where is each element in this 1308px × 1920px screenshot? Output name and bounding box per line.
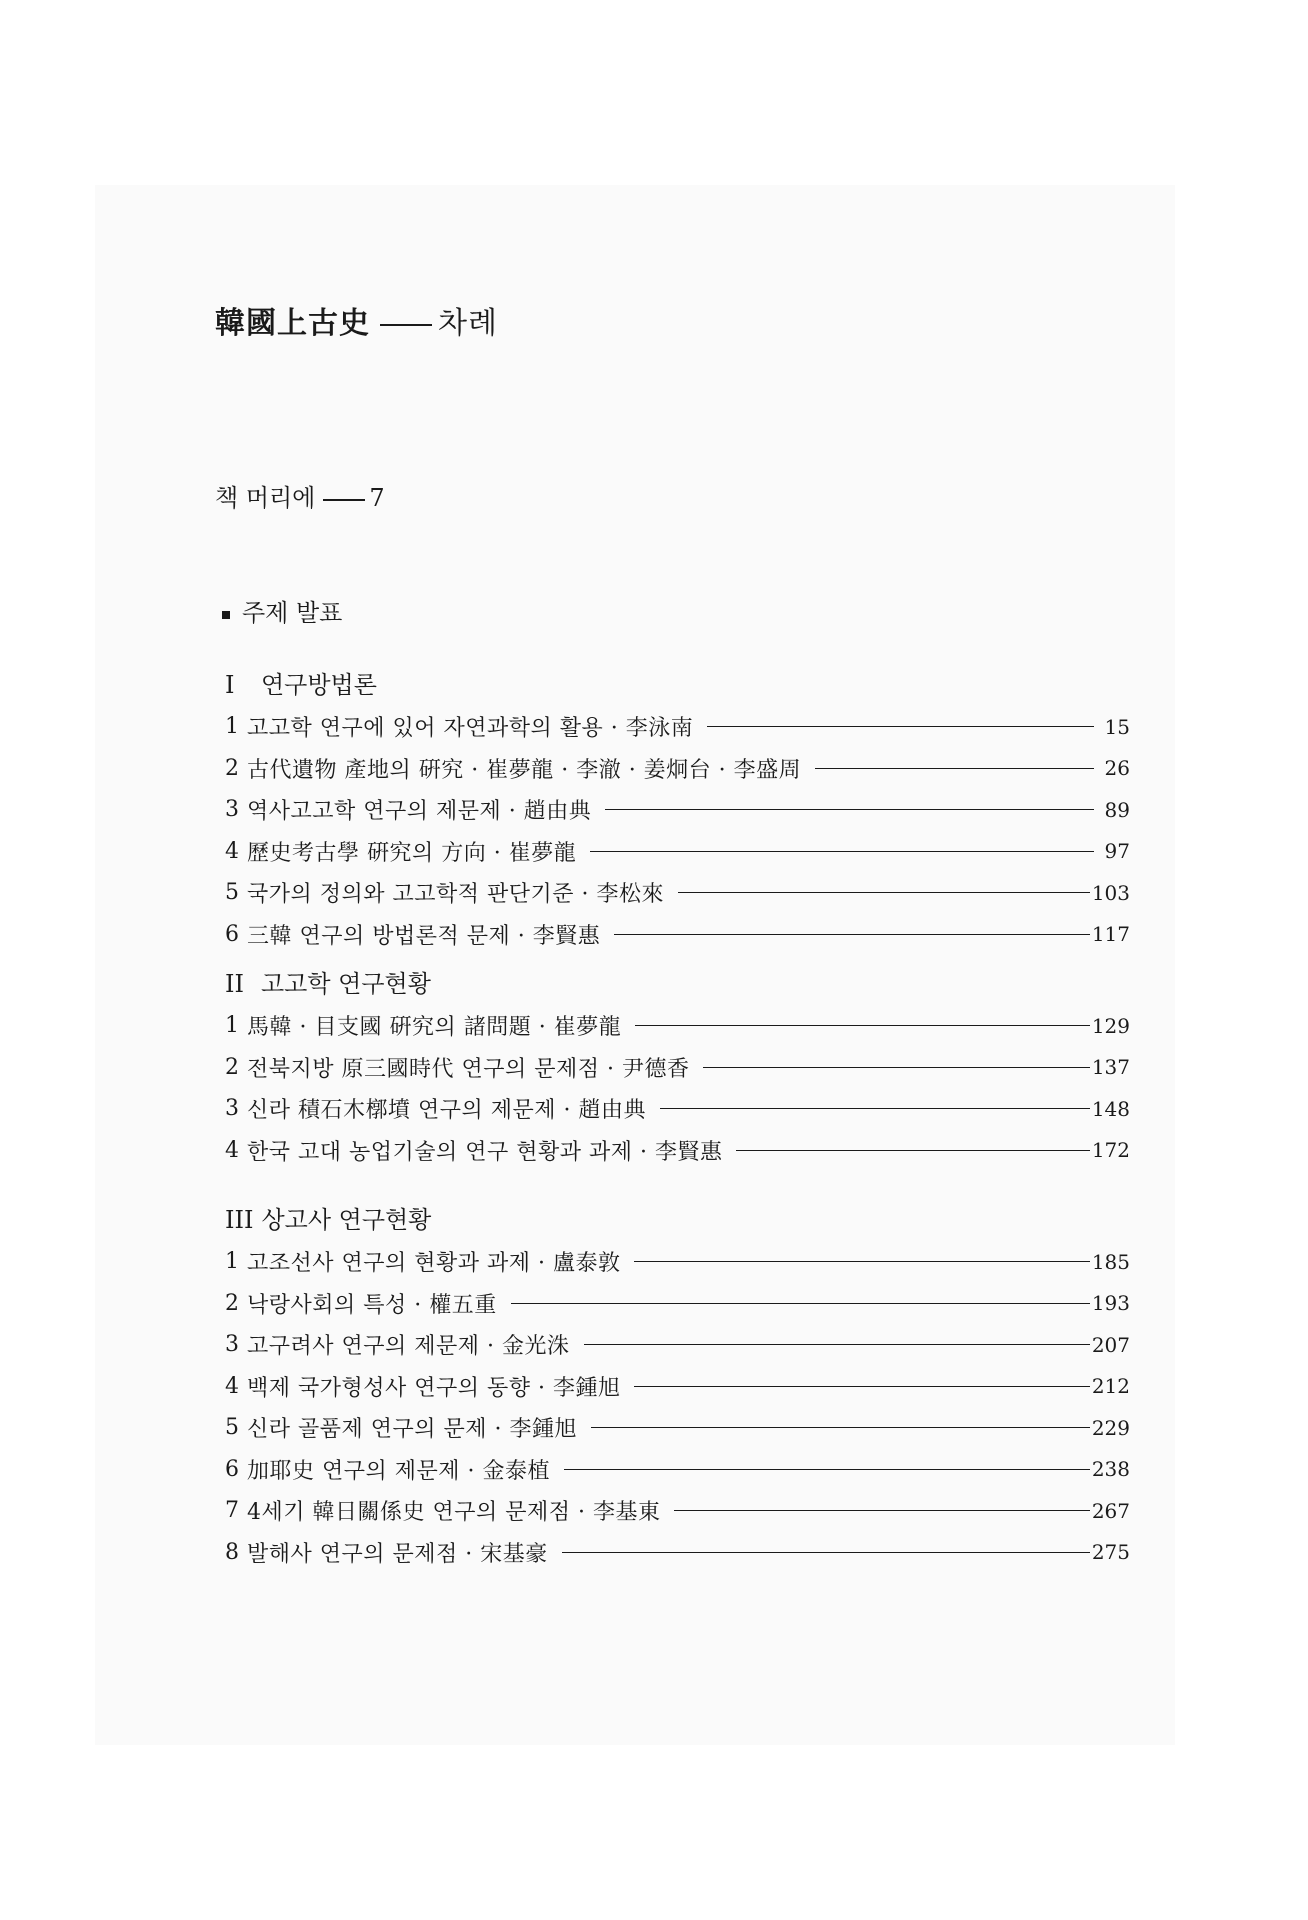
entry-number: 2 (225, 755, 239, 781)
entry-number: 5 (225, 1415, 239, 1441)
toc-part (225, 664, 1130, 955)
entry-number: 5 (225, 880, 239, 906)
toc-entry[interactable] (225, 1490, 1130, 1532)
entry-number: 2 (225, 1054, 239, 1080)
entry-number: 6 (225, 1456, 239, 1482)
leader-line (815, 768, 1094, 769)
toc-entry[interactable] (225, 831, 1130, 873)
entry-number: 6 (225, 921, 239, 947)
entry-title: 고고학 연구에 있어 자연과학의 활용 · 李泳南 (247, 716, 694, 742)
entry-number: 7 (225, 1498, 239, 1524)
entry-number: 1 (225, 1249, 239, 1275)
preface-entry[interactable] (215, 478, 385, 513)
leader-line (584, 1344, 1090, 1345)
entry-title: 4세기 韓日關係史 연구의 문제점 · 李基東 (247, 1500, 661, 1526)
leader-line (634, 1386, 1089, 1387)
part-heading (225, 963, 1130, 1005)
preface-page: 7 (369, 484, 385, 512)
entry-page-number: 15 (1104, 714, 1130, 739)
toc-entry[interactable] (225, 748, 1130, 790)
entry-title: 역사고고학 연구의 제문제 · 趙由典 (247, 799, 592, 825)
entry-number: 3 (225, 1332, 239, 1358)
entry-title: 歷史考古學 硏究의 方向 · 崔夢龍 (247, 840, 577, 866)
entry-number: 1 (225, 714, 239, 740)
contents-label: 차례 (438, 306, 498, 341)
part-numeral: II (225, 970, 244, 998)
toc-entry[interactable] (225, 1366, 1130, 1408)
leader-line (564, 1469, 1090, 1470)
leader-line (635, 1025, 1090, 1026)
entry-page-number: 97 (1104, 839, 1130, 864)
toc-part (225, 1199, 1130, 1573)
part-title: 상고사 연구현황 (261, 1206, 432, 1234)
preface-dash (323, 499, 365, 501)
toc-entry[interactable] (225, 1005, 1130, 1047)
entry-page-number: 89 (1104, 797, 1130, 822)
entry-page-number: 207 (1091, 1332, 1130, 1357)
toc-entry[interactable] (225, 706, 1130, 748)
entry-title: 加耶史 연구의 제문제 · 金泰植 (247, 1458, 550, 1484)
toc-entry[interactable] (225, 1449, 1130, 1491)
entry-page-number: 275 (1091, 1540, 1130, 1565)
leader-line (736, 1150, 1089, 1151)
leader-line (674, 1510, 1089, 1511)
entry-title: 古代遺物 產地의 硏究 · 崔夢龍 · 李澈 · 姜炯台 · 李盛周 (247, 757, 802, 783)
entry-number: 8 (225, 1539, 239, 1565)
toc-entry[interactable] (225, 789, 1130, 831)
page-title (215, 298, 498, 342)
leader-line (634, 1261, 1089, 1262)
leader-line (660, 1108, 1090, 1109)
toc-entry[interactable] (225, 1324, 1130, 1366)
section-label: 주제 발표 (242, 599, 343, 627)
toc-entry[interactable] (225, 1130, 1130, 1172)
toc-entry[interactable] (225, 872, 1130, 914)
book-title-text: 韓國上古史 (215, 306, 370, 341)
part-numeral: I (225, 671, 235, 699)
toc-entry[interactable] (225, 1532, 1130, 1574)
entry-page-number: 26 (1104, 756, 1130, 781)
entry-title: 한국 고대 농업기술의 연구 현황과 과제 · 李賢惠 (247, 1139, 723, 1165)
entry-number: 4 (225, 1137, 239, 1163)
toc-entry[interactable] (225, 1407, 1130, 1449)
entry-title: 신라 積石木槨墳 연구의 제문제 · 趙由典 (247, 1098, 646, 1124)
title-dash (380, 324, 432, 326)
entry-title: 발해사 연구의 문제점 · 宋基豪 (247, 1541, 548, 1567)
entry-page-number: 172 (1091, 1138, 1130, 1163)
preface-label: 책 머리에 (215, 484, 316, 512)
toc-part (225, 963, 1130, 1171)
entry-title: 신라 골품제 연구의 문제 · 李鍾旭 (247, 1417, 577, 1443)
entry-page-number: 103 (1091, 880, 1130, 905)
entry-title: 三韓 연구의 방법론적 문제 · 李賢惠 (247, 923, 601, 949)
leader-line (707, 726, 1094, 727)
entry-page-number: 129 (1091, 1013, 1130, 1038)
part-heading (225, 664, 1130, 706)
part-numeral: III (225, 1206, 254, 1234)
leader-line (703, 1067, 1089, 1068)
part-title: 고고학 연구현황 (261, 970, 431, 998)
entry-number: 1 (225, 1013, 239, 1039)
part-title: 연구방법론 (261, 671, 377, 699)
part-heading (225, 1199, 1130, 1241)
entry-page-number: 193 (1091, 1291, 1130, 1316)
entry-title: 낙랑사회의 특성 · 權五重 (247, 1292, 497, 1318)
toc-entry[interactable] (225, 1241, 1130, 1283)
entry-page-number: 238 (1091, 1457, 1130, 1482)
leader-line (511, 1303, 1090, 1304)
entry-number: 2 (225, 1290, 239, 1316)
leader-line (591, 1427, 1090, 1428)
entry-page-number: 148 (1091, 1096, 1130, 1121)
toc-entry[interactable] (225, 1283, 1130, 1325)
leader-line (590, 851, 1094, 852)
entry-number: 4 (225, 838, 239, 864)
entry-page-number: 267 (1091, 1498, 1130, 1523)
entry-page-number: 185 (1091, 1249, 1130, 1274)
toc-entry[interactable] (225, 1047, 1130, 1089)
entry-title: 馬韓 · 目支國 硏究의 諸問題 · 崔夢龍 (247, 1015, 622, 1041)
leader-line (562, 1552, 1090, 1553)
toc-entry[interactable] (225, 914, 1130, 956)
entry-title: 국가의 정의와 고고학적 판단기준 · 李松來 (247, 882, 664, 908)
entry-number: 3 (225, 1096, 239, 1122)
entry-title: 고조선사 연구의 현황과 과제 · 盧泰敦 (247, 1251, 621, 1277)
entry-page-number: 117 (1091, 922, 1130, 947)
leader-line (605, 809, 1094, 810)
square-bullet-icon (222, 611, 230, 619)
entry-title: 고구려사 연구의 제문제 · 金光洙 (247, 1334, 570, 1360)
leader-line (678, 892, 1090, 893)
leader-line (614, 934, 1090, 935)
entry-title: 백제 국가형성사 연구의 동향 · 李鍾旭 (247, 1375, 621, 1401)
toc-entry[interactable] (225, 1088, 1130, 1130)
entry-page-number: 137 (1091, 1055, 1130, 1080)
entry-page-number: 212 (1091, 1374, 1130, 1399)
section-heading (222, 593, 342, 628)
entry-title: 전북지방 原三國時代 연구의 문제점 · 尹德香 (247, 1056, 690, 1082)
entry-page-number: 229 (1091, 1415, 1130, 1440)
entry-number: 3 (225, 797, 239, 823)
entry-number: 4 (225, 1373, 239, 1399)
